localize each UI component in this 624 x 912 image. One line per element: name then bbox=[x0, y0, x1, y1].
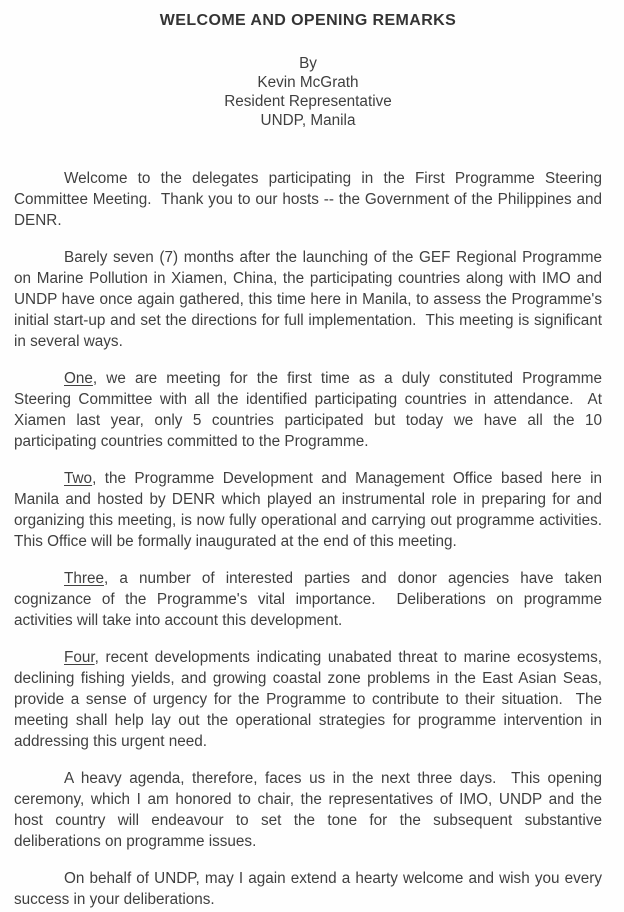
paragraph-text: , recent developments indicating unabated threat to marine ecosystems, declining fishing yields, and growing coastal zone problems in the East Asian Seas, provide a sense of urgency for the Programme to contribute to their situation. The meeting shall help lay out the operational strategies for programme intervention in addressing this urgent need. bbox=[14, 649, 607, 750]
paragraph-agenda bbox=[14, 768, 607, 852]
paragraph-text: , the Programme Development and Management Office based here in Manila and hosted by DENR which played an instrumental role in preparing for and organizing this meeting, is now fully operational and carrying out programme activities. This Office will be formally inaugurated at the end of this meeting. bbox=[14, 470, 611, 550]
paragraph-text: Barely seven (7) months after the launching of the GEF Regional Programme on Marine Pollution in Xiamen, China, the participating countries along with IMO and UNDP have once again gathered, this time here in Manila, to assess the Programme's initial start-up and set the directions for full implementation. This meeting is significant in several ways. bbox=[14, 249, 607, 350]
paragraph-lead: Four bbox=[64, 649, 95, 666]
paragraph-lead: One bbox=[64, 370, 93, 387]
document-title: WELCOME AND OPENING REMARKS bbox=[159, 12, 457, 29]
paragraph-lead: Two bbox=[64, 470, 93, 487]
paragraph-welcome bbox=[14, 168, 607, 231]
paragraph-lead: Three bbox=[64, 570, 104, 587]
byline-by-label: By bbox=[299, 55, 317, 72]
paragraph-point-one bbox=[14, 368, 607, 452]
paragraph-point-two bbox=[14, 468, 611, 552]
paragraph-launch-recap bbox=[14, 247, 607, 352]
author-name: Kevin McGrath bbox=[257, 74, 359, 91]
paragraph-text: A heavy agenda, therefore, faces us in the next three days. This opening ceremony, which I am honored to chair, the representatives of IMO, UNDP and the host country will endeavour to set the tone for the subsequent substantive deliberations on programme issues. bbox=[14, 770, 607, 850]
paragraph-point-four bbox=[14, 647, 607, 752]
paragraph-text: On behalf of UNDP, may I again extend a hearty welcome and wish you every success in your deliberations. bbox=[14, 870, 607, 908]
paragraph-closing bbox=[14, 868, 607, 910]
document-body bbox=[14, 168, 611, 910]
paragraph-text: Welcome to the delegates participating in the First Programme Steering Committee Meeting. Thank you to our hosts -- the Government of the Philippines and DENR. bbox=[14, 170, 607, 229]
author-organization: UNDP, Manila bbox=[260, 112, 356, 129]
byline bbox=[14, 54, 602, 130]
author-role: Resident Representative bbox=[224, 93, 392, 110]
paragraph-text: , a number of interested parties and donor agencies have taken cognizance of the Programme's vital importance. Deliberations on programme activities will take into account this development. bbox=[14, 570, 607, 629]
paragraph-text: , we are meeting for the first time as a duly constituted Programme Steering Committee with all the identified participating countries in attendance. At Xiamen last year, only 5 countries participated but today we have all the 10 participating countries committed to the Programme. bbox=[14, 370, 607, 450]
paragraph-point-three bbox=[14, 568, 607, 631]
